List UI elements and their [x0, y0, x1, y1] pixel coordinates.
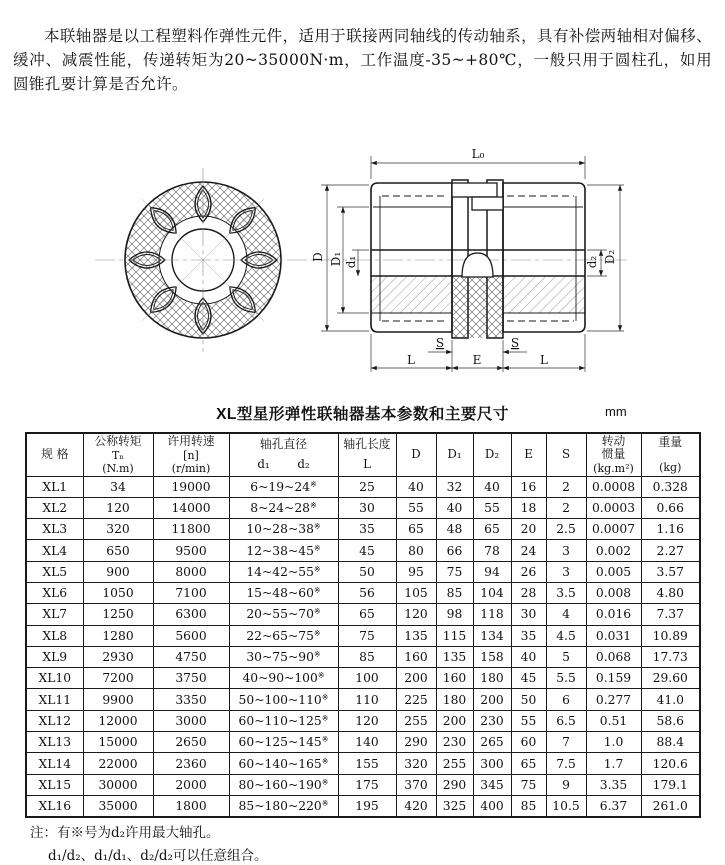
cell-E: 55	[511, 710, 546, 731]
cell-D: 255	[396, 710, 436, 731]
cell-D2: 230	[473, 710, 511, 731]
cell-S: 2	[546, 497, 586, 518]
dim-label-S-left: S	[435, 336, 445, 350]
cell-D: 55	[396, 497, 436, 518]
cell-D1: 75	[436, 561, 473, 582]
note-line-1: 注：有※号为d₂许用最大轴孔。	[30, 825, 220, 841]
cell-S: 6	[546, 689, 586, 710]
table-row	[26, 774, 700, 795]
max-bore-mark: ※	[321, 735, 329, 745]
max-bore-mark: ※	[313, 586, 321, 596]
cell-bore: 10~28~38※	[229, 519, 338, 540]
cell-bore: 50~100~110※	[229, 689, 338, 710]
cell-S: 7.5	[546, 753, 586, 774]
cell-D2: 65	[473, 519, 511, 540]
cell-L: 85	[338, 646, 396, 667]
cell-bore: 40~90~100※	[229, 668, 338, 689]
cell-spec: XL1	[26, 476, 83, 497]
cell-D2: 40	[473, 476, 511, 497]
cell-torque: 12000	[83, 710, 153, 731]
col-header-spec: 规 格	[26, 433, 83, 476]
table-body	[26, 476, 700, 817]
cell-S: 2.5	[546, 519, 586, 540]
max-bore-mark: ※	[321, 798, 329, 808]
cell-L: 155	[338, 753, 396, 774]
cell-D1: 255	[436, 753, 473, 774]
cell-bore: 15~48~60※	[229, 582, 338, 603]
cell-E: 24	[511, 540, 546, 561]
cell-D1: 98	[436, 604, 473, 625]
cell-inertia: 0.0008	[586, 476, 641, 497]
max-bore-mark: ※	[313, 522, 321, 532]
notes	[30, 822, 267, 865]
cell-spec: XL11	[26, 689, 83, 710]
col-header-speed: 许用转速 [n] (r/min)	[153, 433, 229, 476]
cell-inertia: 0.068	[586, 646, 641, 667]
cell-S: 2	[546, 476, 586, 497]
cell-torque: 1280	[83, 625, 153, 646]
max-bore-mark: ※	[321, 756, 329, 766]
cell-bore: 30~75~90※	[229, 646, 338, 667]
col-header-D2: D₂	[473, 433, 511, 476]
cell-S: 3	[546, 561, 586, 582]
cell-L: 120	[338, 710, 396, 731]
cell-torque: 1050	[83, 582, 153, 603]
cell-S: 4.5	[546, 625, 586, 646]
cell-speed: 5600	[153, 625, 229, 646]
table-row	[26, 497, 700, 518]
cell-spec: XL10	[26, 668, 83, 689]
cell-inertia: 1.0	[586, 732, 641, 753]
cell-L: 65	[338, 604, 396, 625]
cell-E: 26	[511, 561, 546, 582]
cell-D: 40	[396, 476, 436, 497]
cell-D1: 290	[436, 774, 473, 795]
cell-weight: 17.73	[641, 646, 700, 667]
cell-spec: XL6	[26, 582, 83, 603]
cell-torque: 120	[83, 497, 153, 518]
dim-label-d1: d₁	[344, 255, 358, 269]
cell-weight: 179.1	[641, 774, 700, 795]
cell-spec: XL12	[26, 710, 83, 731]
cell-bore: 14~42~55※	[229, 561, 338, 582]
cell-inertia: 0.002	[586, 540, 641, 561]
cell-D2: 55	[473, 497, 511, 518]
cell-D2: 158	[473, 646, 511, 667]
cell-spec: XL9	[26, 646, 83, 667]
max-bore-mark: ※	[313, 607, 321, 617]
cell-inertia: 3.35	[586, 774, 641, 795]
cell-D1: 325	[436, 795, 473, 816]
col-header-D1: D₁	[436, 433, 473, 476]
table-row	[26, 689, 700, 710]
table-row	[26, 561, 700, 582]
cell-torque: 35000	[83, 795, 153, 816]
table-row	[26, 540, 700, 561]
cell-D2: 94	[473, 561, 511, 582]
cell-speed: 2000	[153, 774, 229, 795]
cell-D1: 85	[436, 582, 473, 603]
cell-D1: 200	[436, 710, 473, 731]
col-header-D: D	[396, 433, 436, 476]
section-view	[371, 180, 585, 338]
cell-D1: 48	[436, 519, 473, 540]
cell-torque: 9900	[83, 689, 153, 710]
max-bore-mark: ※	[313, 650, 321, 660]
cell-torque: 900	[83, 561, 153, 582]
cell-speed: 14000	[153, 497, 229, 518]
cell-D: 290	[396, 732, 436, 753]
cell-inertia: 0.159	[586, 668, 641, 689]
dim-label-S-right: S	[510, 336, 520, 350]
cell-inertia: 0.277	[586, 689, 641, 710]
table-row	[26, 604, 700, 625]
cell-D: 200	[396, 668, 436, 689]
cell-L: 35	[338, 519, 396, 540]
cell-spec: XL15	[26, 774, 83, 795]
cell-E: 45	[511, 668, 546, 689]
cell-speed: 8000	[153, 561, 229, 582]
cell-weight: 58.6	[641, 710, 700, 731]
cell-S: 6.5	[546, 710, 586, 731]
cell-weight: 1.16	[641, 519, 700, 540]
cell-bore: 60~125~145※	[229, 732, 338, 753]
col-header-length: 轴孔长度 L	[338, 433, 396, 476]
cell-E: 85	[511, 795, 546, 816]
cell-inertia: 0.008	[586, 582, 641, 603]
cell-E: 20	[511, 519, 546, 540]
cell-D2: 118	[473, 604, 511, 625]
cell-bore: 6~19~24※	[229, 476, 338, 497]
cell-S: 5	[546, 646, 586, 667]
cell-D1: 115	[436, 625, 473, 646]
jaw-step	[472, 197, 503, 210]
cell-bore: 22~65~75※	[229, 625, 338, 646]
cell-S: 7	[546, 732, 586, 753]
cell-L: 100	[338, 668, 396, 689]
cell-E: 28	[511, 582, 546, 603]
cell-D: 370	[396, 774, 436, 795]
cell-bore: 85~180~220※	[229, 795, 338, 816]
dim-label-D1: D₁	[329, 251, 343, 267]
cell-inertia: 0.005	[586, 561, 641, 582]
cell-speed: 3000	[153, 710, 229, 731]
cell-spec: XL2	[26, 497, 83, 518]
cell-D1: 135	[436, 646, 473, 667]
cell-S: 3.5	[546, 582, 586, 603]
dim-label-D2: D₂	[603, 249, 617, 265]
cell-D2: 134	[473, 625, 511, 646]
col-header-bore: 轴孔直径 d₁ d₂	[229, 433, 338, 476]
cell-L: 140	[338, 732, 396, 753]
cell-D: 105	[396, 582, 436, 603]
max-bore-mark: ※	[310, 479, 317, 489]
cell-D: 95	[396, 561, 436, 582]
cell-weight: 2.27	[641, 540, 700, 561]
cell-D2: 180	[473, 668, 511, 689]
cell-S: 5.5	[546, 668, 586, 689]
table-row	[26, 476, 700, 497]
table-row	[26, 582, 700, 603]
cell-torque: 15000	[83, 732, 153, 753]
cell-speed: 4750	[153, 646, 229, 667]
dim-label-L-left: L	[407, 353, 415, 367]
cell-bore: 60~140~165※	[229, 753, 338, 774]
cell-D: 225	[396, 689, 436, 710]
table-row	[26, 519, 700, 540]
table-row	[26, 732, 700, 753]
cell-bore: 12~38~45※	[229, 540, 338, 561]
cell-D2: 200	[473, 689, 511, 710]
max-bore-mark: ※	[310, 500, 317, 510]
cell-D2: 345	[473, 774, 511, 795]
jaw-step	[452, 183, 497, 197]
max-bore-mark: ※	[321, 692, 329, 702]
cell-spec: XL8	[26, 625, 83, 646]
col-header-inertia: 转动 惯量 (kg.m²)	[586, 433, 641, 476]
cell-spec: XL3	[26, 519, 83, 540]
cell-spec: XL7	[26, 604, 83, 625]
cell-speed: 19000	[153, 476, 229, 497]
cell-D1: 160	[436, 668, 473, 689]
cell-weight: 3.57	[641, 561, 700, 582]
cell-speed: 2360	[153, 753, 229, 774]
cell-L: 110	[338, 689, 396, 710]
cell-D: 320	[396, 753, 436, 774]
cell-speed: 3750	[153, 668, 229, 689]
dim-label-d2: d₂	[585, 255, 599, 269]
cell-E: 40	[511, 646, 546, 667]
cell-D: 160	[396, 646, 436, 667]
cell-speed: 1800	[153, 795, 229, 816]
cell-torque: 1250	[83, 604, 153, 625]
cell-D2: 400	[473, 795, 511, 816]
col-header-weight: 重量 (kg)	[641, 433, 700, 476]
cell-weight: 120.6	[641, 753, 700, 774]
cell-weight: 41.0	[641, 689, 700, 710]
max-bore-mark: ※	[321, 713, 329, 723]
cell-D2: 300	[473, 753, 511, 774]
cell-L: 45	[338, 540, 396, 561]
cell-D: 135	[396, 625, 436, 646]
cell-L: 75	[338, 625, 396, 646]
cell-inertia: 0.51	[586, 710, 641, 731]
cell-inertia: 0.016	[586, 604, 641, 625]
cell-weight: 7.37	[641, 604, 700, 625]
cell-inertia: 1.7	[586, 753, 641, 774]
table-title-row	[0, 402, 725, 428]
cell-E: 60	[511, 732, 546, 753]
table-unit-label: mm	[605, 404, 627, 419]
cell-E: 75	[511, 774, 546, 795]
cell-weight: 10.89	[641, 625, 700, 646]
cell-D2: 265	[473, 732, 511, 753]
cell-spec: XL5	[26, 561, 83, 582]
cell-spec: XL14	[26, 753, 83, 774]
cell-weight: 88.4	[641, 732, 700, 753]
cell-speed: 7100	[153, 582, 229, 603]
dim-label-D: D	[311, 252, 325, 262]
cell-D2: 104	[473, 582, 511, 603]
max-bore-mark: ※	[313, 564, 321, 574]
cell-D1: 180	[436, 689, 473, 710]
cell-S: 9	[546, 774, 586, 795]
cell-E: 30	[511, 604, 546, 625]
cell-L: 175	[338, 774, 396, 795]
dim-label-L-right: L	[540, 353, 548, 367]
max-bore-mark: ※	[321, 777, 329, 787]
cell-D: 65	[396, 519, 436, 540]
max-bore-mark: ※	[313, 543, 321, 553]
cell-torque: 650	[83, 540, 153, 561]
cell-inertia: 0.031	[586, 625, 641, 646]
cell-L: 50	[338, 561, 396, 582]
cell-spec: XL4	[26, 540, 83, 561]
intro-paragraph: 本联轴器是以工程塑料作弹性元件，适用于联接两同轴线的传动轴系，具有补偿两轴相对偏移、缓冲、减震性能，传递转矩为20~35000N·m，工作温度-35~+80℃，一般只用于圆柱孔，如用圆锥孔要计算是否允许。	[13, 26, 712, 94]
cell-E: 35	[511, 625, 546, 646]
cell-speed: 6300	[153, 604, 229, 625]
cell-D: 420	[396, 795, 436, 816]
cell-spec: XL16	[26, 795, 83, 816]
cell-L: 30	[338, 497, 396, 518]
table-row	[26, 646, 700, 667]
cell-weight: 4.80	[641, 582, 700, 603]
cell-D: 120	[396, 604, 436, 625]
cell-bore: 8~24~28※	[229, 497, 338, 518]
table-row	[26, 795, 700, 816]
col-header-E: E	[511, 433, 546, 476]
col-header-S: S	[546, 433, 586, 476]
cell-D1: 32	[436, 476, 473, 497]
cell-speed: 3350	[153, 689, 229, 710]
cell-torque: 320	[83, 519, 153, 540]
cell-speed: 9500	[153, 540, 229, 561]
cell-inertia: 0.0007	[586, 519, 641, 540]
cell-S: 4	[546, 604, 586, 625]
cell-weight: 0.328	[641, 476, 700, 497]
cell-D1: 230	[436, 732, 473, 753]
cell-E: 50	[511, 689, 546, 710]
table-title: XL型星形弹性联轴器基本参数和主要尺寸	[216, 406, 509, 423]
cell-torque: 34	[83, 476, 153, 497]
cell-S: 10.5	[546, 795, 586, 816]
cell-torque: 30000	[83, 774, 153, 795]
max-bore-mark: ※	[313, 628, 321, 638]
cell-weight: 0.66	[641, 497, 700, 518]
table-row	[26, 625, 700, 646]
cell-D1: 40	[436, 497, 473, 518]
cell-weight: 261.0	[641, 795, 700, 816]
note-line-2: d₁/d₂、d₁/d₁、d₂/d₂可以任意组合。	[48, 847, 268, 864]
cell-S: 3	[546, 540, 586, 561]
cell-weight: 29.60	[641, 668, 700, 689]
table-row	[26, 753, 700, 774]
center-dome	[462, 253, 493, 277]
cell-torque: 22000	[83, 753, 153, 774]
technical-drawing	[0, 133, 725, 395]
table-row	[26, 668, 700, 689]
dim-label-E: E	[472, 353, 482, 367]
cell-bore: 60~110~125※	[229, 710, 338, 731]
cell-bore: 20~55~70※	[229, 604, 338, 625]
cell-D1: 66	[436, 540, 473, 561]
cell-E: 16	[511, 476, 546, 497]
cell-L: 56	[338, 582, 396, 603]
col-header-torque: 公称转矩 Tₙ (N.m)	[83, 433, 153, 476]
cell-speed: 11800	[153, 519, 229, 540]
cell-torque: 2930	[83, 646, 153, 667]
max-bore-mark: ※	[317, 671, 325, 681]
table-header	[26, 433, 700, 476]
cell-inertia: 6.37	[586, 795, 641, 816]
cell-inertia: 0.0003	[586, 497, 641, 518]
cell-D2: 78	[473, 540, 511, 561]
cell-bore: 80~160~190※	[229, 774, 338, 795]
cell-L: 195	[338, 795, 396, 816]
parameters-table	[25, 432, 701, 818]
cell-torque: 7200	[83, 668, 153, 689]
cell-D: 80	[396, 540, 436, 561]
cell-E: 65	[511, 753, 546, 774]
cell-E: 18	[511, 497, 546, 518]
cell-L: 25	[338, 476, 396, 497]
table-row	[26, 710, 700, 731]
cell-spec: XL13	[26, 732, 83, 753]
cell-speed: 2650	[153, 732, 229, 753]
dim-label-L0: L₀	[471, 147, 485, 161]
